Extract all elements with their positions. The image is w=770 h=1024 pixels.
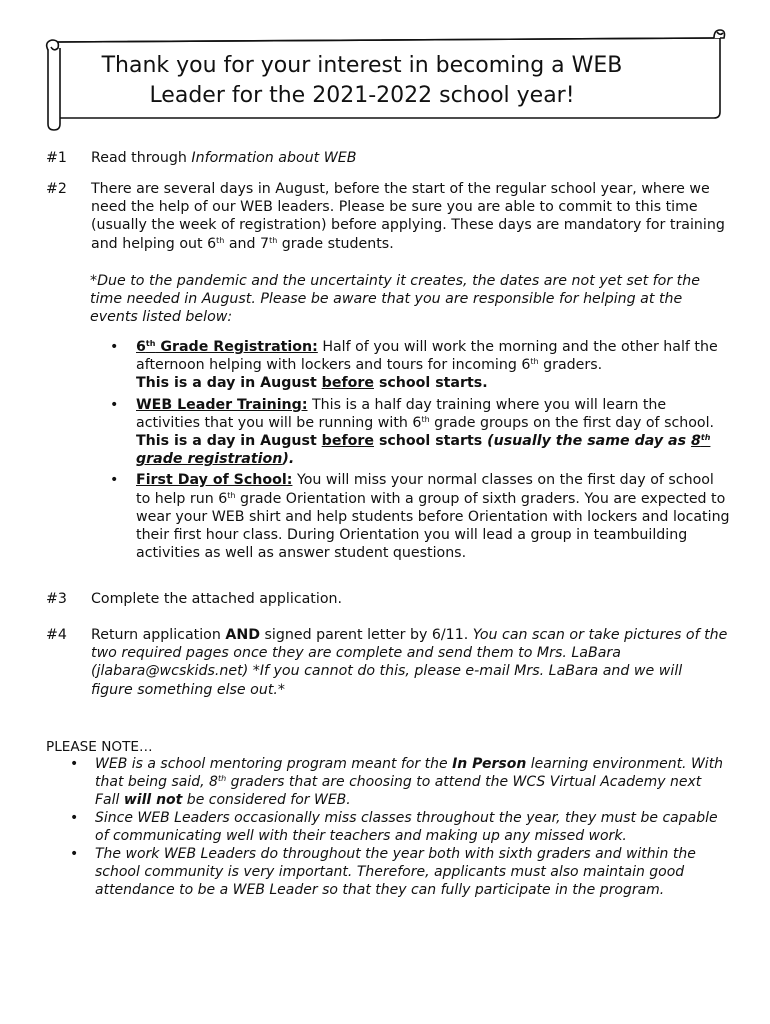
event-title: WEB Leader Training:	[136, 396, 308, 413]
page-title	[62, 51, 662, 111]
event-emphasis: This is a day in August before school starts (usually the same day as 8th grade registration).	[136, 433, 711, 468]
title-line-2: Leader for the 2021-2022 school year!	[149, 83, 575, 108]
please-note-list	[70, 755, 730, 899]
list-item: • WEB Leader Training: This is a half day training where you will learn the activities that you will be running with 6th grade groups on the first day of school. This is a day in August before school starts (usually the same day as 8th grade registration).	[110, 396, 715, 468]
title-line-1: Thank you for your interest in becoming a WEB	[101, 53, 623, 78]
list-item: • Since WEB Leaders occasionally miss classes throughout the year, they must be capable of communicating well with their teachers and making up any missed work.	[70, 810, 718, 844]
list-item: • WEB is a school mentoring program meant for the In Person learning environment. With that being said, 8th graders that are choosing to attend the WCS Virtual Academy next Fall will not be considered for WEB.	[70, 756, 724, 808]
step-number: #2	[46, 181, 67, 197]
step-text: Read through Information about WEB	[91, 150, 357, 166]
bullet-icon: •	[110, 396, 119, 413]
list-item: • 6th Grade Registration: Half of you will work the morning and the other half the afternoon helping with lockers and tours for incoming 6th graders. This is a day in August before school starts.	[110, 339, 718, 392]
event-emphasis: This is a day in August before school starts.	[136, 375, 488, 392]
pandemic-note: *Due to the pandemic and the uncertainty it creates, the dates are not yet set for the time needed in August. Please be aware that you are responsible for helping at the events listed below:	[90, 273, 700, 326]
email-link[interactable]: jlabara@wcskids.net	[96, 663, 243, 680]
please-note-heading: PLEASE NOTE…	[46, 739, 153, 755]
step-number: #4	[46, 627, 67, 643]
list-item: • The work WEB Leaders do throughout the year both with sixth graders and within the school community is very important. Therefore, applicants must also maintain good attendance to be a WEB Leader so that they can fully participate in the program.	[70, 846, 696, 898]
bullet-icon: •	[110, 339, 119, 355]
event-title: First Day of School:	[136, 472, 293, 489]
step-text: Complete the attached application.	[91, 591, 342, 607]
event-list	[110, 338, 730, 565]
bullet-icon: •	[70, 810, 79, 826]
bullet-icon: •	[110, 472, 119, 489]
document-reference: Information about WEB	[191, 150, 357, 166]
event-title: 6th Grade Registration:	[136, 339, 318, 355]
list-item: • First Day of School: You will miss your normal classes on the first day of school to help run 6th grade Orientation with a group of sixth graders. You are expected to wear your WEB shirt and help students before Orientation with lockers and locating their first hour class. During Orientation you will lead a group in teambuilding activities as well as answer student questions.	[110, 472, 730, 562]
step-number: #3	[46, 591, 67, 607]
step-number: #1	[46, 150, 67, 166]
bullet-icon: •	[70, 756, 79, 772]
step-text: Return application AND signed parent letter by 6/11. You can scan or take pictures of the two required pages once they are complete and send them to Mrs. LaBara (jlabara@wcskids.net) *If you cannot do this, please e-mail Mrs. LaBara and we will figure something else out.*	[91, 627, 728, 698]
step-text: There are several days in August, before the start of the regular school year, where we need the help of our WEB leaders. Please be sure you are able to commit to this time (usually the week of registration) before applying. These days are mandatory for training and helping out 6th and 7th grade students.	[91, 181, 725, 252]
bullet-icon: •	[70, 846, 79, 862]
